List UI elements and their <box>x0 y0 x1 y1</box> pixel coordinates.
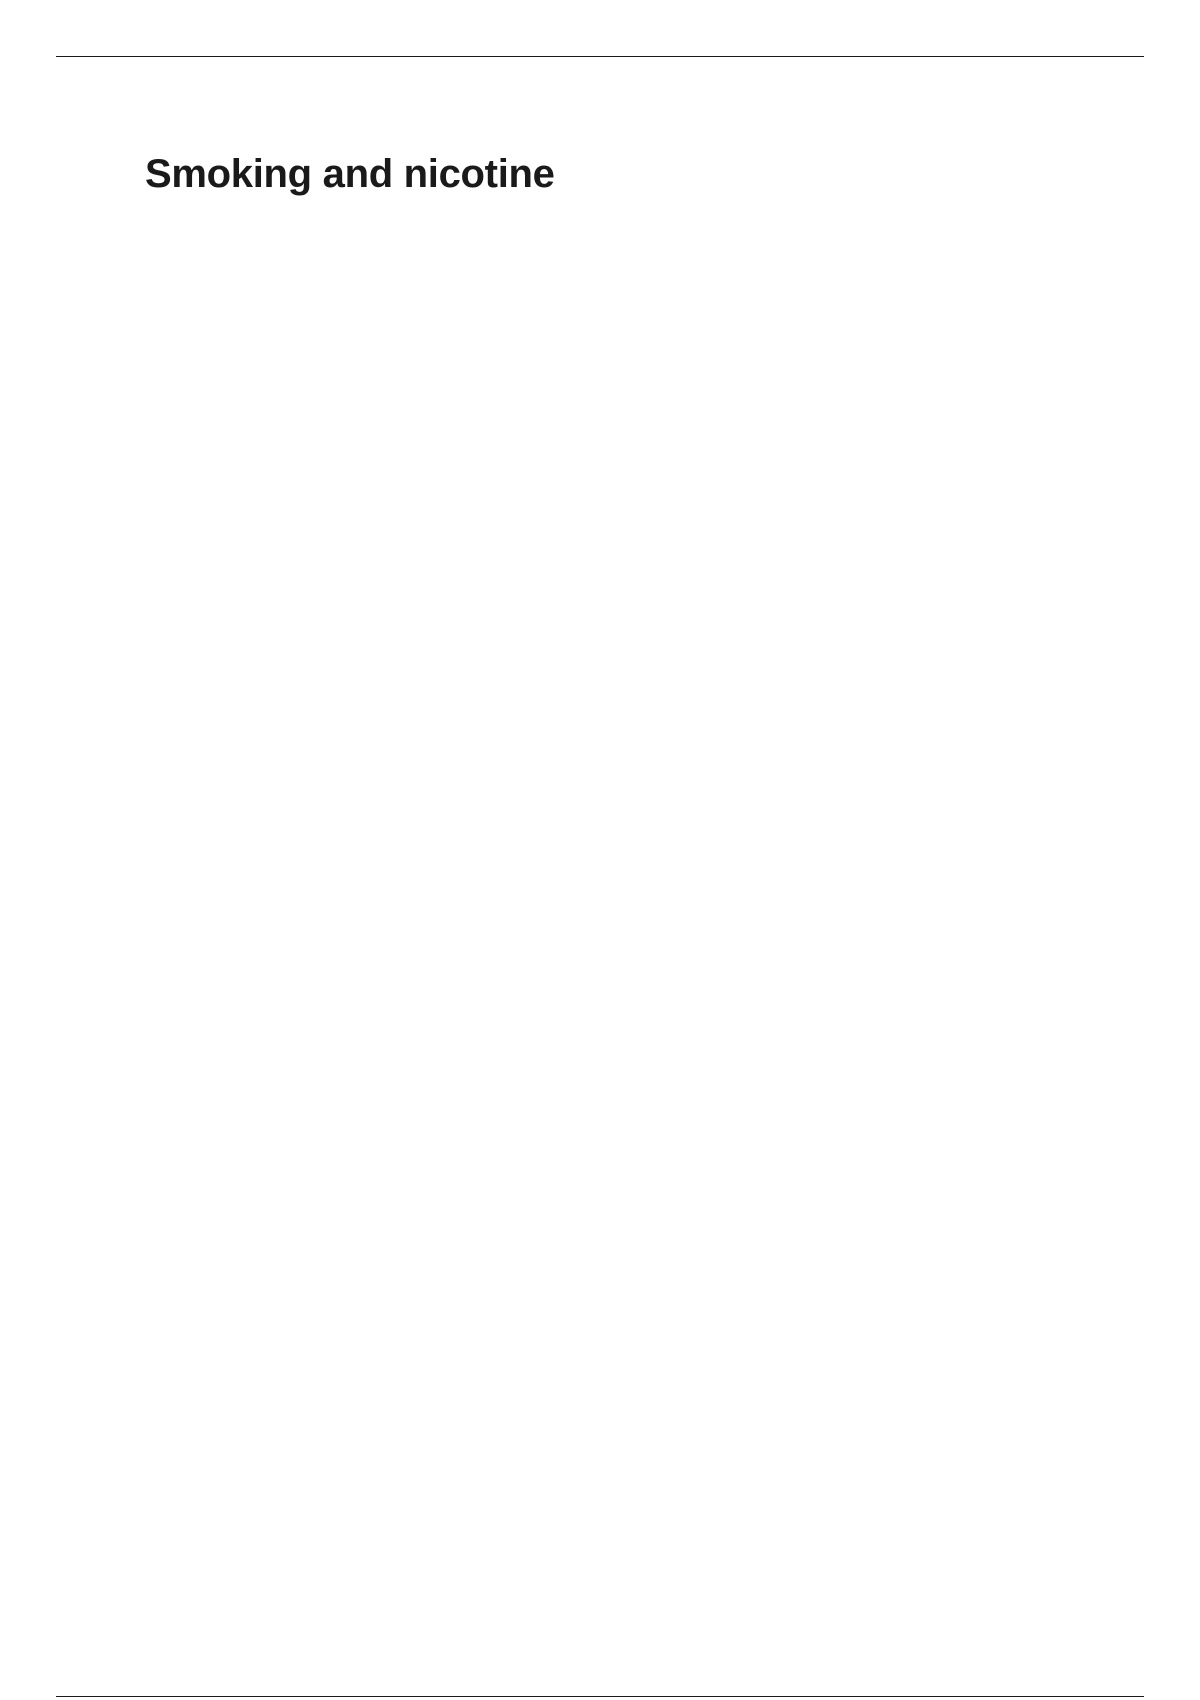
document-body <box>145 148 1045 200</box>
top-rule <box>56 56 1144 57</box>
page-title: Smoking and nicotine <box>145 152 555 196</box>
bottom-rule <box>56 1696 1144 1697</box>
